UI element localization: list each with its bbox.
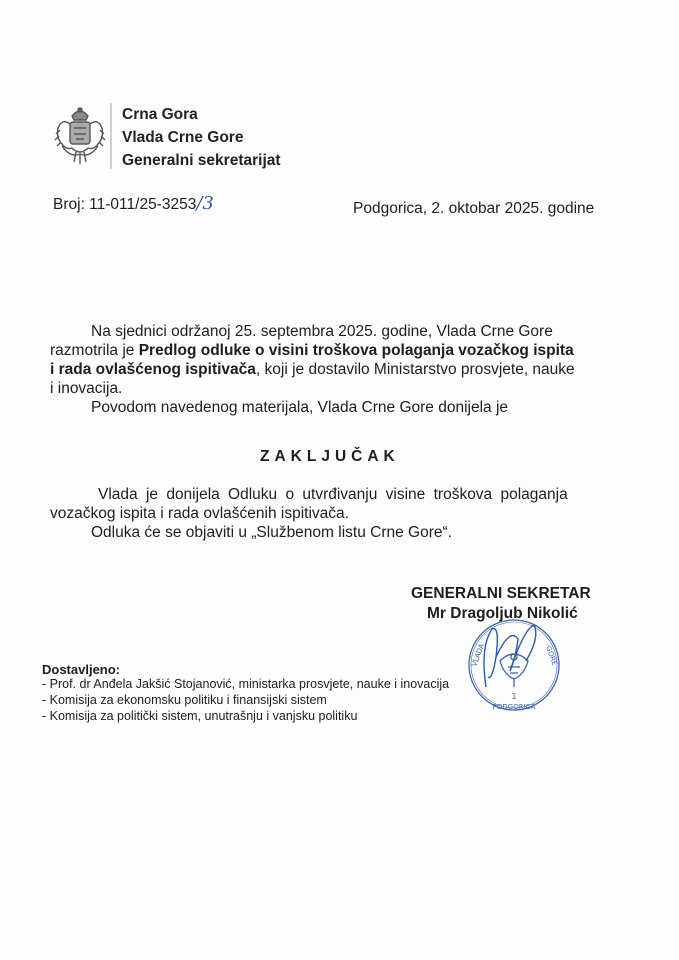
conclusion-line-2: vozačkog ispita i rada ovlašćenih ispitivača. bbox=[50, 505, 349, 522]
signatory-title: GENERALNI SEKRETAR bbox=[411, 585, 591, 602]
place-date: Podgorica, 2. oktobar 2025. godine bbox=[353, 200, 595, 217]
proposal-title: Predlog odluke o visini troškova polaganja vozačkog ispita bbox=[138, 342, 574, 359]
header-government: Vlada Crne Gore bbox=[122, 129, 244, 146]
distribution-heading: Dostavljeno: bbox=[42, 662, 121, 677]
proposal-title-cont: i rada ovlašćenog ispitivača bbox=[50, 361, 256, 378]
intro-line-1: Na sjednici održanoj 25. septembra 2025. godine, Vlada Crne Gore bbox=[91, 323, 553, 340]
reference-label: Broj: 11-011/25-3253 bbox=[53, 196, 197, 213]
coat-of-arms-icon bbox=[52, 104, 108, 170]
handwritten-suffix: /3 bbox=[196, 193, 214, 214]
conclusion-line-3: Odluka će se objaviti u „Službenom listu Crne Gore“. bbox=[91, 524, 452, 541]
intro-line-4: i inovacija. bbox=[50, 380, 123, 397]
official-stamp-icon bbox=[466, 617, 562, 713]
intro-text: razmotrila je bbox=[50, 342, 139, 359]
svg-text:GORE: GORE bbox=[544, 644, 559, 667]
conclusion-line-1: Vlada je donijela Odluku o utvrđivanju visine troškova polaganja bbox=[98, 486, 568, 503]
intro-text-cont: , koji je dostavilo Ministarstvo prosvjete, nauke bbox=[255, 361, 575, 378]
svg-text:VLADA: VLADA bbox=[470, 642, 486, 668]
svg-text:PODGORICA: PODGORICA bbox=[492, 703, 536, 711]
distribution-item: - Komisija za ekonomsku politiku i finansijski sistem bbox=[42, 693, 327, 707]
header-divider bbox=[110, 103, 112, 169]
intro-line-3 bbox=[50, 360, 575, 379]
distribution-item: - Komisija za politički sistem, unutrašnju i vanjsku politiku bbox=[42, 709, 358, 723]
intro-line-5: Povodom navedenog materijala, Vlada Crne Gore donijela je bbox=[91, 399, 509, 416]
signatory-name: Mr Dragoljub Nikolić bbox=[427, 605, 578, 622]
intro-line-2 bbox=[50, 341, 574, 360]
svg-text:1: 1 bbox=[511, 692, 517, 701]
distribution-item: - Prof. dr Anđela Jakšić Stojanović, ministarka prosvjete, nauke i inovacija bbox=[42, 677, 450, 691]
reference-number bbox=[53, 194, 214, 214]
header-secretariat: Generalni sekretarijat bbox=[122, 152, 281, 169]
conclusion-title: ZAKLJUČAK bbox=[260, 448, 400, 465]
header-country: Crna Gora bbox=[122, 106, 198, 123]
